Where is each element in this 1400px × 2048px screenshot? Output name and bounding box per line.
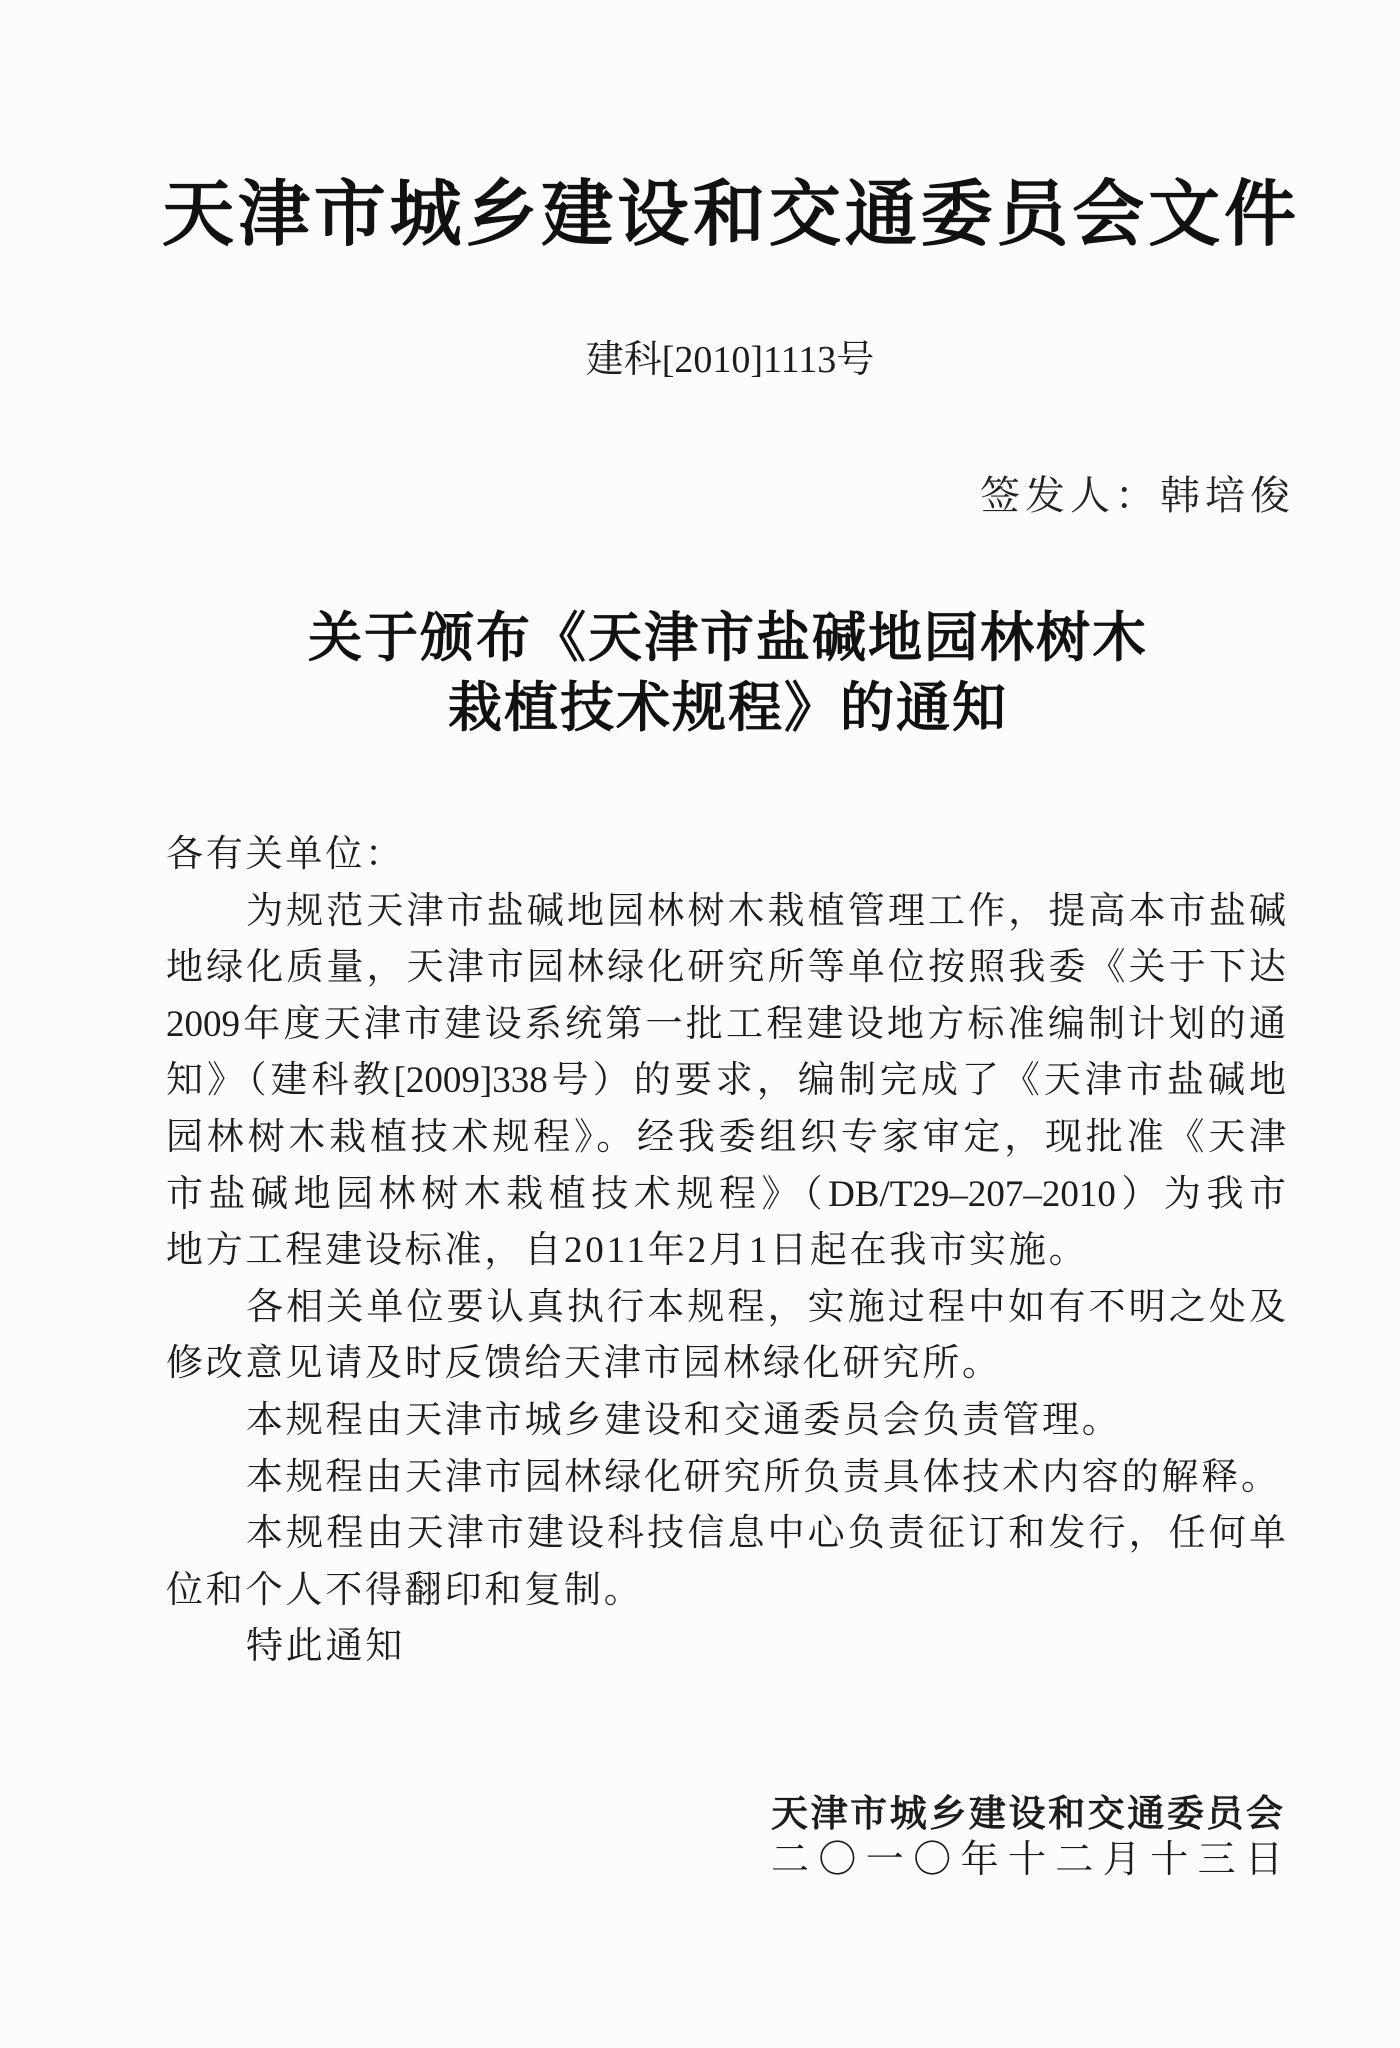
body-line: 地绿化质量，天津市园林绿化研究所等单位按照我委《关于下达 bbox=[166, 947, 1286, 989]
paragraph bbox=[166, 1450, 1286, 1507]
body-line: 园林树木栽植技术规程》。经我委组织专家审定，现批准《天津 bbox=[166, 1116, 1286, 1158]
body-line: 本规程由天津市城乡建设和交通委员会负责管理。 bbox=[246, 1399, 1122, 1441]
paragraph bbox=[166, 884, 1286, 1280]
issuer-line bbox=[980, 471, 1295, 521]
paragraph bbox=[166, 1506, 1286, 1619]
body-line: 本规程由天津市园林绿化研究所负责具体技术内容的解释。 bbox=[246, 1456, 1281, 1498]
notice-body bbox=[166, 827, 1286, 1676]
document-number: 建科[2010]1113号 bbox=[585, 339, 875, 381]
body-line: 市盐碱地园林树木栽植技术规程》（DB/T29–207–2010）为我市 bbox=[166, 1173, 1286, 1215]
signature-block bbox=[771, 1791, 1283, 1883]
notice-heading bbox=[300, 603, 1156, 743]
paragraph bbox=[166, 1619, 1286, 1676]
body-line: 知》（建科教[2009]338号）的要求，编制完成了《天津市盐碱地 bbox=[166, 1060, 1286, 1102]
body-line: 各相关单位要认真执行本规程，实施过程中如有不明之处及 bbox=[246, 1286, 1286, 1328]
body-line: 特此通知 bbox=[246, 1626, 406, 1668]
heading-line: 栽植技术规程》的通知 bbox=[448, 676, 1008, 739]
signature-date: 二〇一〇年十二月十三日 bbox=[771, 1839, 1283, 1881]
body-line: 为规范天津市盐碱地园林树木栽植管理工作，提高本市盐碱 bbox=[246, 890, 1286, 932]
body-line: 地方工程建设标准，自2011年2月1日起在我市实施。 bbox=[166, 1230, 1089, 1272]
paragraph bbox=[166, 1280, 1286, 1393]
document-title: 天津市城乡建设和交通委员会文件 bbox=[162, 172, 1296, 256]
paragraph bbox=[166, 1393, 1286, 1450]
body-line: 本规程由天津市建设科技信息中心负责征订和发行，任何单 bbox=[246, 1513, 1286, 1555]
issuer-label: 签发人： bbox=[980, 473, 1160, 518]
signature-organization: 天津市城乡建设和交通委员会 bbox=[771, 1792, 1283, 1835]
body-line: 修改意见请及时反馈给天津市园林绿化研究所。 bbox=[166, 1343, 1002, 1385]
salutation: 各有关单位： bbox=[166, 834, 405, 875]
body-line: 位和个人不得翻印和复制。 bbox=[166, 1569, 644, 1611]
body-line: 2009年度天津市建设系统第一批工程建设地方标准编制计划的通 bbox=[166, 1003, 1286, 1045]
heading-line: 关于颁布《天津市盐碱地园林树木 bbox=[308, 606, 1148, 669]
issuer-name: 韩培俊 bbox=[1160, 473, 1295, 518]
